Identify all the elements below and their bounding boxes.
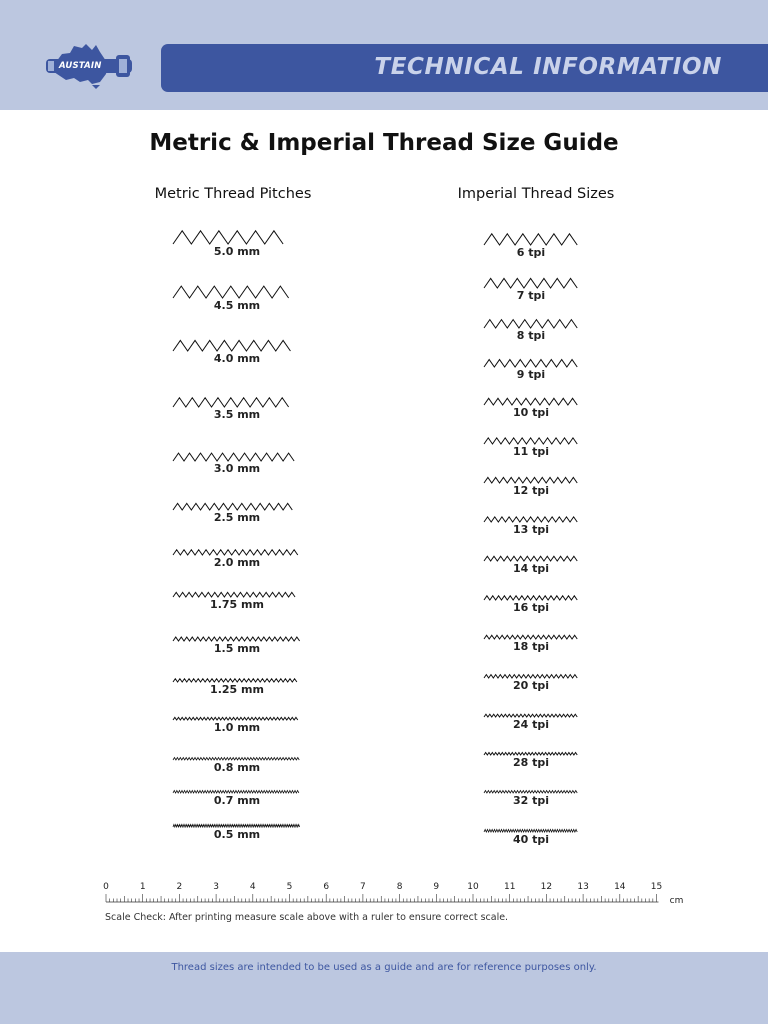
imperial-thread-4-label: 10 tpi — [512, 406, 550, 419]
imperial-thread-15-profile — [484, 830, 577, 833]
imperial-thread-13-label: 28 tpi — [512, 756, 550, 769]
metric-thread-6-label: 2.0 mm — [213, 556, 261, 569]
metric-thread-1-label: 4.5 mm — [213, 299, 261, 312]
imperial-thread-15-label: 40 tpi — [512, 833, 550, 846]
imperial-column-heading: Imperial Thread Sizes — [457, 186, 615, 202]
metric-thread-4-label: 3.0 mm — [213, 462, 261, 475]
logo-text: AUSTAIN — [59, 61, 102, 71]
ruler-number: 5 — [286, 882, 293, 892]
imperial-thread-12-label: 24 tpi — [512, 718, 550, 731]
imperial-thread-9-profile — [484, 596, 577, 600]
metric-thread-2-profile — [173, 340, 290, 351]
metric-thread-4-profile — [173, 453, 294, 461]
metric-column-heading: Metric Thread Pitches — [154, 186, 312, 202]
metric-thread-3-label: 3.5 mm — [213, 408, 261, 421]
metric-thread-10-label: 1.0 mm — [213, 721, 261, 734]
metric-thread-9-profile — [173, 679, 297, 682]
footer-note: Thread sizes are intended to be used as a guide and are for reference purposes only. — [171, 962, 597, 973]
imperial-thread-0-label: 6 tpi — [516, 246, 546, 259]
ruler-unit: cm — [669, 896, 684, 906]
metric-thread-11-label: 0.8 mm — [213, 761, 261, 774]
imperial-thread-0-profile — [484, 234, 577, 245]
imperial-thread-6-profile — [484, 477, 577, 483]
scale-check-note: Scale Check: After printing measure scale above with a ruler to ensure correct scale. — [105, 912, 509, 923]
imperial-thread-6-label: 12 tpi — [512, 484, 550, 497]
imperial-thread-7-profile — [484, 517, 577, 522]
ruler-number: 0 — [103, 882, 109, 892]
header-title: TECHNICAL INFORMATION — [374, 54, 722, 80]
imperial-thread-9-label: 16 tpi — [512, 601, 550, 614]
metric-thread-7-profile — [173, 592, 295, 597]
imperial-thread-13-profile — [484, 753, 577, 756]
imperial-thread-11-profile — [484, 675, 577, 678]
metric-thread-2-label: 4.0 mm — [213, 352, 261, 365]
metric-thread-5-label: 2.5 mm — [213, 511, 261, 524]
metric-thread-8-profile — [173, 637, 300, 641]
imperial-thread-10-label: 18 tpi — [512, 640, 550, 653]
imperial-thread-14-profile — [484, 791, 577, 794]
imperial-thread-10-profile — [484, 635, 577, 639]
metric-thread-1-profile — [173, 286, 289, 298]
metric-thread-3-profile — [173, 398, 289, 407]
ruler-number: 7 — [360, 882, 366, 892]
imperial-thread-5-profile — [484, 438, 577, 444]
ruler-number: 2 — [176, 882, 183, 892]
imperial-thread-8-profile — [484, 556, 577, 561]
imperial-thread-4-profile — [484, 398, 577, 405]
metric-thread-10-profile — [173, 717, 298, 720]
metric-thread-7-label: 1.75 mm — [210, 598, 264, 611]
scale-ruler — [0, 870, 768, 910]
ruler-number: 10 — [467, 882, 479, 892]
metric-thread-12-profile — [173, 791, 299, 794]
ruler-number: 9 — [433, 882, 440, 892]
metric-thread-0-profile — [173, 231, 283, 244]
imperial-thread-8-label: 14 tpi — [512, 562, 550, 575]
ruler-number: 8 — [396, 882, 403, 892]
ruler-number: 12 — [540, 882, 553, 892]
ruler-number: 14 — [614, 882, 626, 892]
ruler-number: 1 — [139, 882, 146, 892]
metric-thread-11-profile — [173, 758, 299, 761]
imperial-thread-1-label: 7 tpi — [516, 289, 546, 302]
page-title: Metric & Imperial Thread Size Guide — [149, 130, 619, 156]
imperial-thread-12-profile — [484, 714, 577, 717]
metric-thread-9-label: 1.25 mm — [210, 683, 264, 696]
ruler-number: 11 — [503, 882, 516, 892]
metric-thread-12-label: 0.7 mm — [213, 794, 261, 807]
imperial-thread-3-label: 9 tpi — [516, 368, 546, 381]
metric-thread-8-label: 1.5 mm — [213, 642, 261, 655]
imperial-thread-14-label: 32 tpi — [512, 794, 550, 807]
imperial-thread-7-label: 13 tpi — [512, 523, 550, 536]
metric-thread-6-profile — [173, 550, 298, 555]
ruler-number: 15 — [650, 882, 663, 892]
metric-thread-13-label: 0.5 mm — [213, 828, 261, 841]
ruler-number: 6 — [323, 882, 330, 892]
metric-thread-5-profile — [173, 503, 292, 510]
imperial-thread-11-label: 20 tpi — [512, 679, 550, 692]
imperial-thread-1-profile — [484, 278, 577, 288]
metric-thread-13-profile — [173, 825, 300, 828]
metric-thread-0-label: 5.0 mm — [213, 245, 261, 258]
ruler-number: 3 — [213, 882, 219, 892]
ruler-number: 4 — [249, 882, 256, 892]
imperial-thread-3-profile — [484, 360, 577, 367]
imperial-thread-5-label: 11 tpi — [512, 445, 550, 458]
ruler-number: 13 — [577, 882, 589, 892]
imperial-thread-2-label: 8 tpi — [516, 329, 546, 342]
imperial-thread-2-profile — [484, 320, 577, 328]
